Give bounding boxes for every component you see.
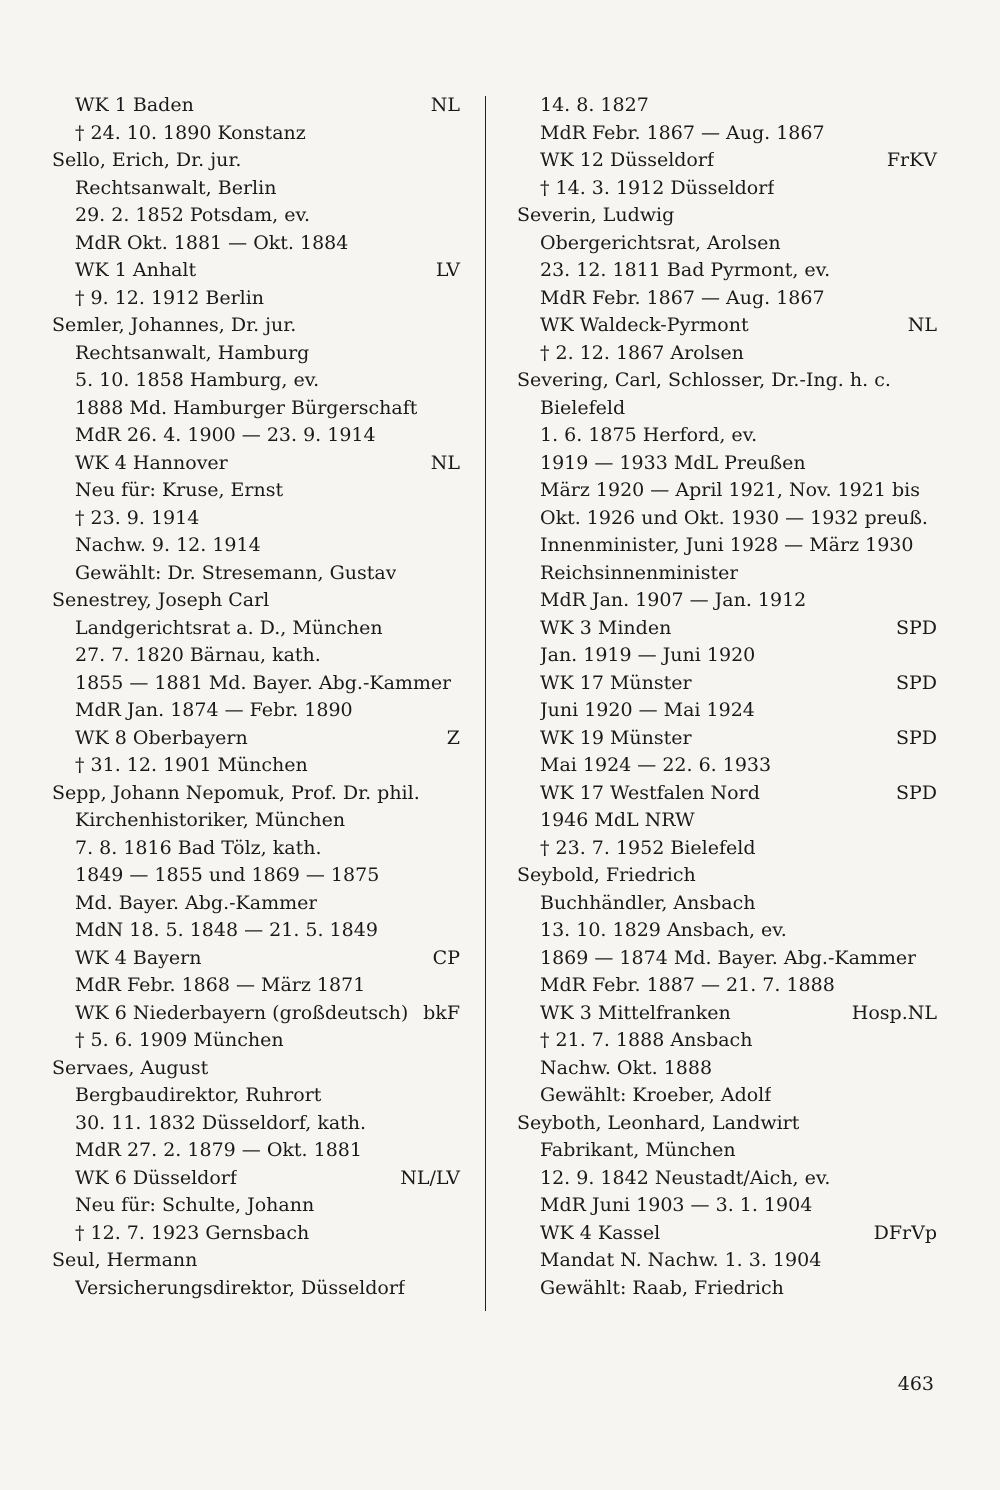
entry-detail-line bbox=[517, 945, 937, 973]
line-text: Okt. 1926 und Okt. 1930 — 1932 preuß. bbox=[540, 506, 928, 529]
entry-detail-line bbox=[52, 615, 460, 643]
line-text: WK 6 Niederbayern (großdeutsch) bbox=[75, 1001, 409, 1024]
entry-detail-line bbox=[52, 835, 460, 863]
entry-detail-line bbox=[52, 642, 460, 670]
entry-detail-line bbox=[52, 92, 460, 120]
line-text: † 14. 3. 1912 Düsseldorf bbox=[540, 176, 775, 199]
line-text: 23. 12. 1811 Bad Pyrmont, ev. bbox=[540, 259, 831, 281]
line-text: Bielefeld bbox=[540, 396, 626, 419]
line-text: Mai 1924 — 22. 6. 1933 bbox=[540, 754, 772, 776]
line-text: Severing, Carl, Schlosser, Dr.-Ing. h. c. bbox=[517, 369, 891, 391]
entry-detail-line bbox=[52, 340, 460, 368]
entry-detail-line bbox=[517, 1275, 937, 1303]
entry-detail-line bbox=[52, 1000, 460, 1028]
entry-detail-line bbox=[52, 945, 460, 973]
entry-detail-line bbox=[517, 835, 937, 863]
entry-detail-line bbox=[52, 1082, 460, 1110]
entry-detail-line bbox=[52, 1137, 460, 1165]
entry-detail-line bbox=[517, 807, 937, 835]
entry-detail-line bbox=[52, 505, 460, 533]
party-tag: NL/LV bbox=[400, 1166, 460, 1189]
entry-detail-line bbox=[52, 917, 460, 945]
line-text: 14. 8. 1827 bbox=[540, 94, 649, 116]
line-text: † 23. 7. 1952 Bielefeld bbox=[540, 836, 756, 859]
line-text: Fabrikant, München bbox=[540, 1139, 736, 1161]
party-tag: CP bbox=[432, 946, 460, 969]
line-text: MdR Febr. 1867 — Aug. 1867 bbox=[540, 286, 825, 309]
entry-detail-line bbox=[517, 340, 937, 368]
entry-detail-line bbox=[517, 725, 937, 753]
line-text: Rechtsanwalt, Hamburg bbox=[75, 341, 310, 364]
line-text: Seyboth, Leonhard, Landwirt bbox=[517, 1111, 800, 1134]
entry-detail-line bbox=[517, 560, 937, 588]
party-tag: SPD bbox=[895, 781, 937, 804]
entry-detail-line bbox=[517, 780, 937, 808]
party-tag: NL bbox=[907, 314, 937, 336]
line-text: Reichsinnenminister bbox=[540, 561, 739, 584]
line-text: WK 3 Mittelfranken bbox=[540, 1001, 731, 1024]
entry-detail-line bbox=[52, 1220, 460, 1248]
entry-detail-line bbox=[52, 532, 460, 560]
line-text: MdR Okt. 1881 — Okt. 1884 bbox=[75, 231, 349, 254]
entry-name-line bbox=[52, 780, 460, 808]
left-column bbox=[52, 92, 460, 1302]
entry-detail-line bbox=[517, 257, 937, 285]
entry-detail-line bbox=[517, 1247, 937, 1275]
line-text: Juni 1920 — Mai 1924 bbox=[540, 699, 755, 721]
line-text: Rechtsanwalt, Berlin bbox=[75, 176, 277, 199]
entry-detail-line bbox=[517, 285, 937, 313]
line-text: † 24. 10. 1890 Konstanz bbox=[75, 121, 306, 144]
entry-name-line bbox=[52, 1247, 460, 1275]
entry-detail-line bbox=[52, 285, 460, 313]
party-tag: Hosp.NL bbox=[851, 1001, 937, 1024]
entry-detail-line bbox=[517, 1000, 937, 1028]
entry-detail-line bbox=[52, 257, 460, 285]
line-text: Semler, Johannes, Dr. jur. bbox=[52, 314, 297, 336]
party-tag: Z bbox=[446, 726, 460, 749]
party-tag: DFrVp bbox=[873, 1221, 937, 1244]
line-text: Neu für: Schulte, Johann bbox=[75, 1194, 315, 1216]
entry-detail-line bbox=[517, 120, 937, 148]
line-text: Gewählt: Kroeber, Adolf bbox=[540, 1084, 772, 1106]
entry-detail-line bbox=[52, 1027, 460, 1055]
entry-detail-line bbox=[52, 1110, 460, 1138]
line-text: Seul, Hermann bbox=[52, 1249, 198, 1271]
entry-detail-line bbox=[517, 1192, 937, 1220]
entry-detail-line bbox=[52, 450, 460, 478]
line-text: Neu für: Kruse, Ernst bbox=[75, 479, 284, 501]
line-text: 1855 — 1881 Md. Bayer. Abg.-Kammer bbox=[75, 671, 452, 694]
line-text: Gewählt: Dr. Stresemann, Gustav bbox=[75, 561, 397, 584]
line-text: WK 12 Düsseldorf bbox=[540, 149, 714, 171]
line-text: Kirchenhistoriker, München bbox=[75, 809, 346, 831]
line-text: Sepp, Johann Nepomuk, Prof. Dr. phil. bbox=[52, 781, 420, 804]
line-text: MdR Febr. 1868 — März 1871 bbox=[75, 974, 366, 996]
entry-detail-line bbox=[517, 147, 937, 175]
column-divider bbox=[485, 96, 486, 1311]
line-text: Jan. 1919 — Juni 1920 bbox=[540, 644, 756, 666]
line-text: Landgerichtsrat a. D., München bbox=[75, 616, 383, 639]
line-text: 13. 10. 1829 Ansbach, ev. bbox=[540, 919, 787, 941]
line-text: † 5. 6. 1909 München bbox=[75, 1029, 284, 1051]
page-number: 463 bbox=[897, 1373, 934, 1395]
line-text: † 31. 12. 1901 München bbox=[75, 754, 308, 776]
entry-detail-line bbox=[517, 505, 937, 533]
entry-detail-line bbox=[52, 477, 460, 505]
party-tag: FrKV bbox=[886, 149, 937, 171]
line-text: 1946 MdL NRW bbox=[540, 809, 695, 831]
line-text: 5. 10. 1858 Hamburg, ev. bbox=[75, 369, 320, 391]
entry-detail-line bbox=[517, 477, 937, 505]
line-text: MdR 27. 2. 1879 — Okt. 1881 bbox=[75, 1139, 362, 1161]
entry-detail-line bbox=[517, 1220, 937, 1248]
line-text: WK 4 Hannover bbox=[75, 451, 228, 474]
line-text: WK 4 Kassel bbox=[540, 1221, 661, 1244]
entry-name-line bbox=[52, 1055, 460, 1083]
entry-detail-line bbox=[52, 120, 460, 148]
line-text: MdN 18. 5. 1848 — 21. 5. 1849 bbox=[75, 919, 378, 941]
entry-detail-line bbox=[517, 395, 937, 423]
entry-detail-line bbox=[52, 175, 460, 203]
entry-name-line bbox=[517, 1110, 937, 1138]
line-text: 30. 11. 1832 Düsseldorf, kath. bbox=[75, 1111, 367, 1134]
entry-detail-line bbox=[52, 230, 460, 258]
entry-detail-line bbox=[517, 230, 937, 258]
party-tag: bkF bbox=[423, 1001, 460, 1024]
line-text: Nachw. Okt. 1888 bbox=[540, 1056, 713, 1079]
line-text: 1888 Md. Hamburger Bürgerschaft bbox=[75, 396, 418, 419]
line-text: März 1920 — April 1921, Nov. 1921 bis bbox=[540, 479, 920, 501]
line-text: Gewählt: Raab, Friedrich bbox=[540, 1276, 784, 1299]
entry-detail-line bbox=[52, 395, 460, 423]
entry-detail-line bbox=[517, 1027, 937, 1055]
entry-name-line bbox=[52, 587, 460, 615]
line-text: Nachw. 9. 12. 1914 bbox=[75, 534, 261, 556]
entry-detail-line bbox=[517, 422, 937, 450]
line-text: WK 1 Anhalt bbox=[75, 259, 197, 281]
party-tag: LV bbox=[435, 259, 460, 281]
entry-detail-line bbox=[517, 752, 937, 780]
line-text: Severin, Ludwig bbox=[517, 204, 675, 226]
entry-name-line bbox=[517, 202, 937, 230]
line-text: 7. 8. 1816 Bad Tölz, kath. bbox=[75, 836, 322, 859]
entry-detail-line bbox=[52, 890, 460, 918]
line-text: 1919 — 1933 MdL Preußen bbox=[540, 451, 806, 474]
line-text: WK 1 Baden bbox=[75, 94, 194, 116]
entry-detail-line bbox=[517, 450, 937, 478]
entry-detail-line bbox=[517, 1165, 937, 1193]
line-text: 1. 6. 1875 Herford, ev. bbox=[540, 424, 758, 446]
line-text: MdR Febr. 1867 — Aug. 1867 bbox=[540, 121, 825, 144]
line-text: MdR 26. 4. 1900 — 23. 9. 1914 bbox=[75, 424, 376, 446]
line-text: 12. 9. 1842 Neustadt/Aich, ev. bbox=[540, 1166, 831, 1189]
line-text: Buchhändler, Ansbach bbox=[540, 891, 756, 914]
entry-detail-line bbox=[52, 972, 460, 1000]
line-text: Obergerichtsrat, Arolsen bbox=[540, 231, 781, 254]
entry-detail-line bbox=[52, 1165, 460, 1193]
line-text: WK 4 Bayern bbox=[75, 946, 202, 969]
line-text: WK 17 Westfalen Nord bbox=[540, 781, 760, 804]
entry-detail-line bbox=[52, 670, 460, 698]
entry-name-line bbox=[517, 367, 937, 395]
right-column bbox=[517, 92, 937, 1302]
entry-detail-line bbox=[52, 697, 460, 725]
entry-detail-line bbox=[52, 725, 460, 753]
entry-detail-line bbox=[517, 1082, 937, 1110]
line-text: WK 3 Minden bbox=[540, 616, 672, 639]
entry-detail-line bbox=[517, 972, 937, 1000]
entry-detail-line bbox=[517, 1055, 937, 1083]
line-text: Mandat N. Nachw. 1. 3. 1904 bbox=[540, 1249, 822, 1271]
line-text: Senestrey, Joseph Carl bbox=[52, 589, 270, 611]
entry-detail-line bbox=[517, 1137, 937, 1165]
party-tag: SPD bbox=[895, 726, 937, 749]
line-text: 27. 7. 1820 Bärnau, kath. bbox=[75, 644, 321, 666]
entry-detail-line bbox=[52, 367, 460, 395]
entry-name-line bbox=[52, 312, 460, 340]
line-text: 29. 2. 1852 Potsdam, ev. bbox=[75, 204, 311, 226]
entry-detail-line bbox=[517, 587, 937, 615]
entry-detail-line bbox=[52, 560, 460, 588]
entry-detail-line bbox=[52, 422, 460, 450]
entry-detail-line bbox=[52, 202, 460, 230]
line-text: 1849 — 1855 und 1869 — 1875 bbox=[75, 864, 380, 886]
line-text: WK 6 Düsseldorf bbox=[75, 1166, 237, 1189]
party-tag: SPD bbox=[895, 616, 937, 639]
entry-detail-line bbox=[517, 697, 937, 725]
line-text: Versicherungsdirektor, Düsseldorf bbox=[75, 1276, 405, 1299]
entry-detail-line bbox=[52, 807, 460, 835]
entry-detail-line bbox=[517, 890, 937, 918]
entry-detail-line bbox=[517, 615, 937, 643]
entry-name-line bbox=[52, 147, 460, 175]
line-text: Innenminister, Juni 1928 — März 1930 bbox=[540, 534, 914, 556]
party-tag: NL bbox=[430, 451, 460, 474]
line-text: Bergbaudirektor, Ruhrort bbox=[75, 1084, 322, 1106]
line-text: WK Waldeck-Pyrmont bbox=[540, 314, 749, 336]
line-text: † 9. 12. 1912 Berlin bbox=[75, 286, 265, 309]
entry-detail-line bbox=[517, 532, 937, 560]
line-text: WK 8 Oberbayern bbox=[75, 726, 248, 749]
line-text: Sello, Erich, Dr. jur. bbox=[52, 149, 242, 171]
line-text: Servaes, August bbox=[52, 1056, 209, 1079]
line-text: Seybold, Friedrich bbox=[517, 864, 696, 886]
entry-name-line bbox=[517, 862, 937, 890]
line-text: 1869 — 1874 Md. Bayer. Abg.-Kammer bbox=[540, 946, 917, 969]
entry-detail-line bbox=[52, 1275, 460, 1303]
entry-detail-line bbox=[52, 1192, 460, 1220]
entry-detail-line bbox=[517, 670, 937, 698]
party-tag: NL bbox=[430, 94, 460, 116]
line-text: † 2. 12. 1867 Arolsen bbox=[540, 341, 744, 364]
entry-detail-line bbox=[517, 917, 937, 945]
party-tag: SPD bbox=[895, 671, 937, 694]
entry-detail-line bbox=[517, 175, 937, 203]
entry-detail-line bbox=[517, 642, 937, 670]
line-text: MdR Febr. 1887 — 21. 7. 1888 bbox=[540, 974, 835, 996]
entry-detail-line bbox=[517, 92, 937, 120]
line-text: † 23. 9. 1914 bbox=[75, 506, 200, 529]
line-text: WK 17 Münster bbox=[540, 671, 692, 694]
line-text: † 21. 7. 1888 Ansbach bbox=[540, 1029, 753, 1051]
entry-detail-line bbox=[517, 312, 937, 340]
line-text: MdR Juni 1903 — 3. 1. 1904 bbox=[540, 1194, 813, 1216]
entry-detail-line bbox=[52, 862, 460, 890]
entry-detail-line bbox=[52, 752, 460, 780]
line-text: WK 19 Münster bbox=[540, 726, 692, 749]
line-text: MdR Jan. 1874 — Febr. 1890 bbox=[75, 699, 353, 721]
line-text: MdR Jan. 1907 — Jan. 1912 bbox=[540, 589, 807, 611]
line-text: Md. Bayer. Abg.-Kammer bbox=[75, 891, 318, 914]
line-text: † 12. 7. 1923 Gernsbach bbox=[75, 1221, 310, 1244]
